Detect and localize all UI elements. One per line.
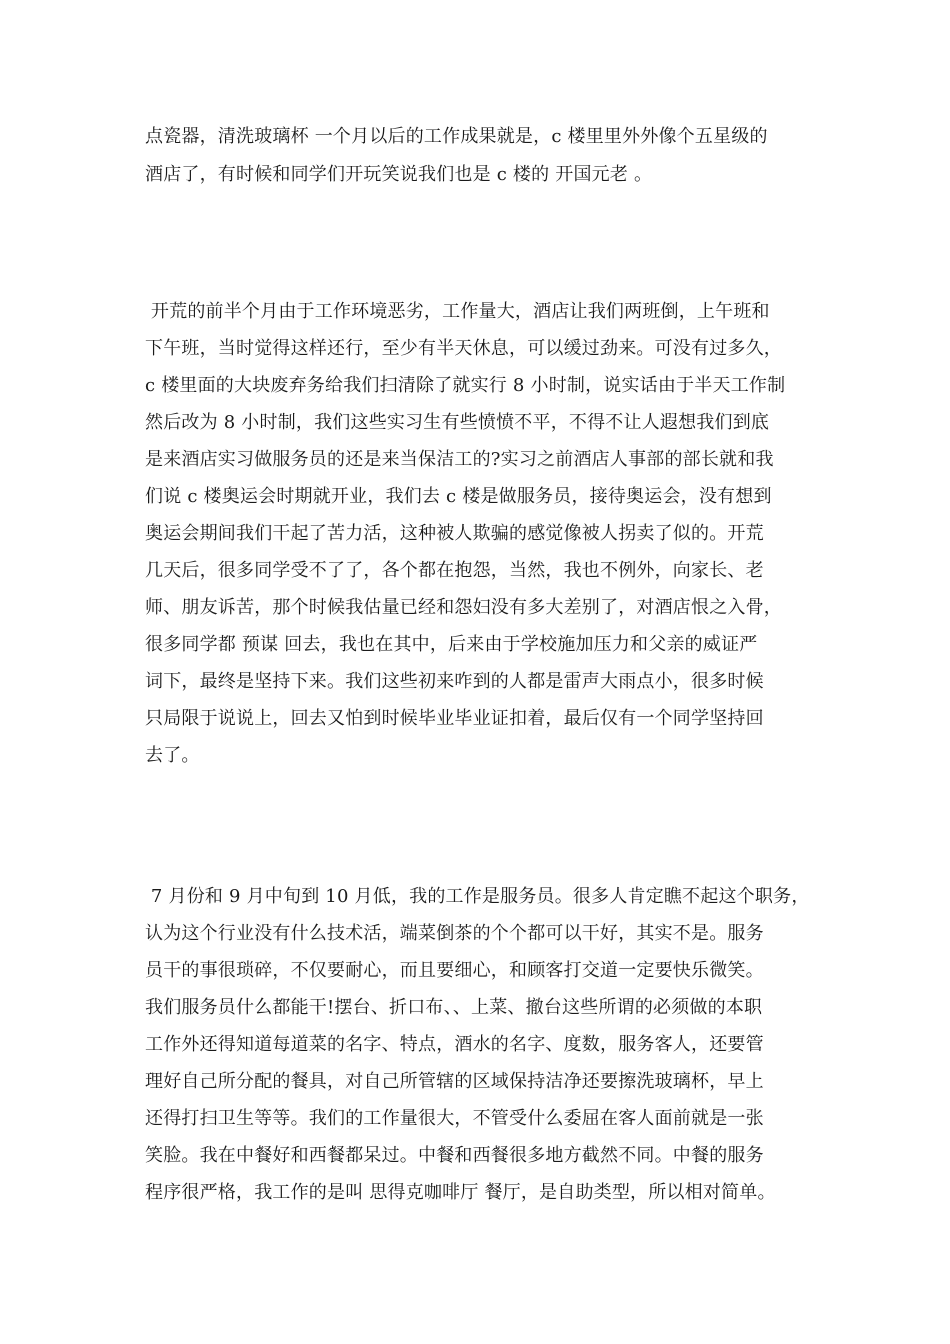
text-line: 们说 c 楼奥运会时期就开业，我们去 c 楼是做服务员，接待奥运会，没有想到 xyxy=(145,486,772,507)
text-line: 员干的事很琐碎，不仅要耐心，而且要细心，和顾客打交道一定要快乐微笑。 xyxy=(145,960,764,981)
text-line: 去了。 xyxy=(145,745,200,766)
text-line: 几天后，很多同学受不了了，各个都在抱怨，当然，我也不例外，向家长、老 xyxy=(145,560,764,581)
text-line: 下午班，当时觉得这样还行，至少有半天休息，可以缓过劲来。可没有过多久， xyxy=(145,338,782,359)
text-line: c 楼里面的大块废弃务给我们扫清除了就实行 8 小时制，说实话由于半天工作制 xyxy=(145,375,786,396)
text-line: 是来酒店实习做服务员的还是来当保洁工的?实习之前酒店人事部的部长就和我 xyxy=(145,449,774,470)
text-line: 只局限于说说上，回去又怕到时候毕业毕业证扣着，最后仅有一个同学坚持回 xyxy=(145,708,764,729)
text-line: 我们服务员什么都能干!摆台、折口布、、上菜、撤台这些所谓的必须做的本职 xyxy=(145,997,763,1018)
text-line: 还得打扫卫生等等。我们的工作量很大，不管受什么委屈在客人面前就是一张 xyxy=(145,1108,764,1129)
text-line: 7 月份和 9 月中旬到 10 月低，我的工作是服务员。很多人肯定瞧不起这个职务， xyxy=(145,886,810,907)
text-line: 笑脸。我在中餐好和西餐都呆过。中餐和西餐很多地方截然不同。中餐的服务 xyxy=(145,1145,764,1166)
text-line: 程序很严格，我工作的是叫 思得克咖啡厅 餐厅，是自助类型，所以相对简单。 xyxy=(145,1182,776,1203)
text-line: 很多同学都 预谋 回去，我也在其中，后来由于学校施加压力和父亲的威证严 xyxy=(145,634,758,655)
text-line: 工作外还得知道每道菜的名字、特点，酒水的名字、度数，服务客人，还要管 xyxy=(145,1034,764,1055)
text-line: 然后改为 8 小时制，我们这些实习生有些愤愤不平，不得不让人遐想我们到底 xyxy=(145,412,770,433)
text-line: 点瓷器，清洗玻璃杯 一个月以后的工作成果就是，c 楼里里外外像个五星级的 xyxy=(145,126,768,147)
text-line: 开荒的前半个月由于工作环境恶劣，工作量大，酒店让我们两班倒，上午班和 xyxy=(145,301,770,322)
text-line: 奥运会期间我们干起了苦力活，这种被人欺骗的感觉像被人拐卖了似的。开荒 xyxy=(145,523,764,544)
text-line: 认为这个行业没有什么技术活，端菜倒茶的个个都可以干好，其实不是。服务 xyxy=(145,923,764,944)
text-line: 词下，最终是坚持下来。我们这些初来咋到的人都是雷声大雨点小，很多时候 xyxy=(145,671,764,692)
text-line: 酒店了，有时候和同学们开玩笑说我们也是 c 楼的 开国元老 。 xyxy=(145,164,653,185)
text-line: 师、朋友诉苦，那个时候我估量已经和怨妇没有多大差别了，对酒店恨之入骨， xyxy=(145,597,782,618)
text-line: 理好自己所分配的餐具，对自己所管辖的区域保持洁净还要擦洗玻璃杯，早上 xyxy=(145,1071,764,1092)
